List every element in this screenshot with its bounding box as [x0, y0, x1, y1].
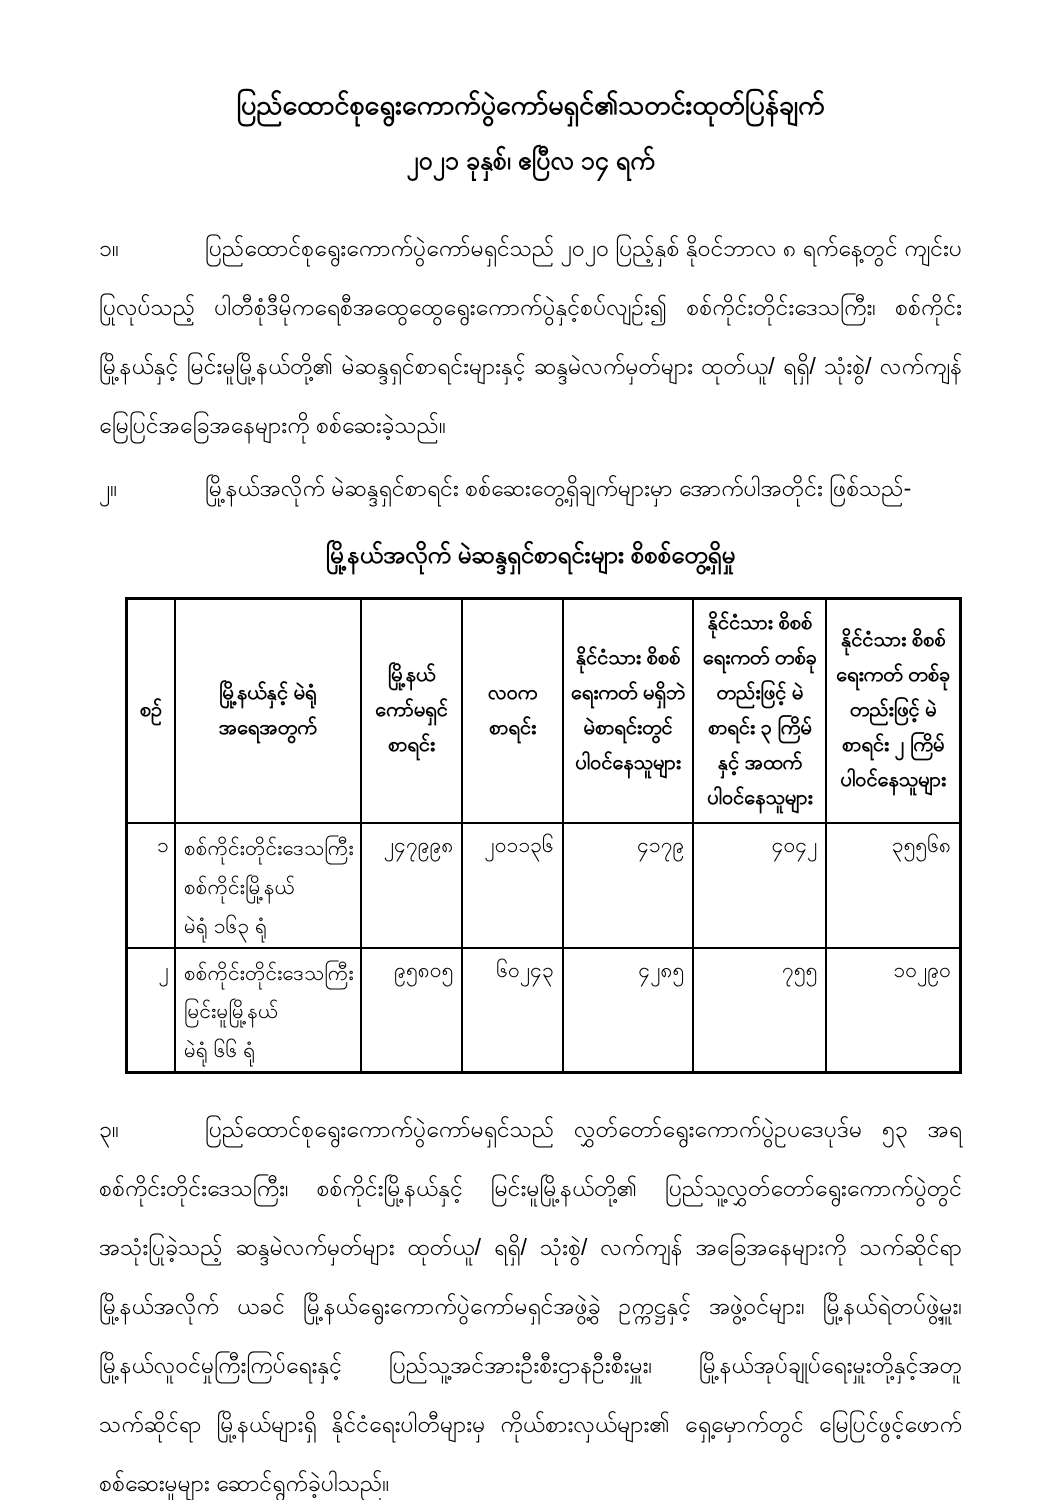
row2-serial: ၂ [127, 948, 175, 1073]
table-title: မြို့နယ်အလိုက် မဲဆန္ဒရှင်စာရင်းများ စိစစ်တွေ့ရှိမှု [325, 542, 736, 570]
table-header-row [127, 598, 961, 823]
header-township-polling-stations: မြို့နယ်နှင့် မဲရုံအရေအတွက် [175, 598, 361, 823]
row2-one-card-3plus-times: ၇၅၅ [693, 948, 826, 1073]
row1-one-card-2-times: ၃၅၅၆၈ [826, 823, 960, 948]
header-one-card-2-times: နိုင်ငံသား စိစစ်ရေးကတ် တစ်ခုတည်းဖြင့် မဲစာရင်း ၂ ကြိမ် ပါဝင်နေသူများ [826, 598, 960, 823]
paragraph-1-number: ၁။ [99, 235, 119, 262]
row1-serial: ၁ [127, 823, 175, 948]
row2-immigration-list: ၆၀၂၄၃ [462, 948, 562, 1073]
header-immigration-list: လဝက စာရင်း [462, 598, 562, 823]
header-commission-list: မြို့နယ် ကော်မရှင် စာရင်း [361, 598, 463, 823]
row2-commission-list: ၉၅၈၀၅ [361, 948, 463, 1073]
paragraph-3 [99, 1100, 962, 1500]
header-one-card-3plus-times: နိုင်ငံသား စိစစ်ရေးကတ် တစ်ခုတည်းဖြင့် မဲစာရင်း ၃ ကြိမ် နှင့် အထက် ပါဝင်နေသူများ [693, 598, 826, 823]
paragraph-1-text: ပြည်ထောင်စုရွေးကောက်ပွဲကော်မရှင်သည် ၂၀၂၀ ပြည့်နှစ် နိုဝင်ဘာလ ၈ ရက်နေ့တွင် ကျင်းပပြုလုပ်သည့် ပါတီစုံဒီမိုကရေစီအထွေထွေရွေးကောက်ပွဲနှင့်စပ်လျဉ်း၍ စစ်ကိုင်းတိုင်းဒေသကြီး၊ စစ်ကိုင်းမြို့နယ်နှင့် မြင်းမူမြို့နယ်တို့၏ မဲဆန္ဒရှင်စာရင်းများနှင့် ဆန္ဒမဲလက်မှတ်များ ထုတ်ယူ/ ရရှိ/ သုံးစွဲ/ လက်ကျန် မြေပြင်အခြေအနေများကို စစ်ဆေးခဲ့သည်။ [99, 235, 963, 439]
table-row [127, 823, 961, 948]
paragraph-2-text: မြို့နယ်အလိုက် မဲဆန္ဒရှင်စာရင်း စစ်ဆေးတွေ့ရှိချက်များမှာ အောက်ပါအတိုင်း ဖြစ်သည်- [205, 475, 912, 502]
table-row [127, 948, 961, 1073]
row1-commission-list: ၂၄၇၉၉၈ [361, 823, 463, 948]
document-date: ၂၀၂၁ ခုနှစ်၊ ဧပြီလ ၁၄ ရက် [406, 147, 655, 176]
paragraph-1 [99, 219, 962, 455]
row2-one-card-2-times: ၁၀၂၉၀ [826, 948, 960, 1073]
row2-township-line1: စစ်ကိုင်းတိုင်းဒေသကြီး [183, 961, 354, 985]
paragraph-3-number: ၃။ [99, 1116, 119, 1143]
paragraph-2-number: ၂။ [99, 475, 118, 502]
row1-immigration-list: ၂၀၁၁၃၆ [462, 823, 562, 948]
header-serial: စဉ် [127, 598, 175, 823]
document-title: ပြည်ထောင်စုရွေးကောက်ပွဲကော်မရှင်၏သတင်းထုတ်ပြန်ချက် [236, 90, 825, 120]
row2-no-card-in-list: ၄၂၈၅ [563, 948, 694, 1073]
row1-township-line3: မဲရုံ ၁၆၃ ရုံ [183, 914, 268, 938]
paragraph-2 [99, 459, 962, 518]
document-content [99, 0, 962, 1500]
row2-township-line3: မဲရုံ ၆၆ ရုံ [183, 1039, 256, 1063]
row1-no-card-in-list: ၄၁၇၉ [563, 823, 694, 948]
header-no-citizenship-card: နိုင်ငံသား စိစစ်ရေးကတ် မရှိဘဲ မဲစာရင်းတွင် ပါဝင်နေသူများ [563, 598, 694, 823]
row2-township-line2: မြင်းမူမြို့နယ် [183, 1000, 279, 1024]
row1-one-card-3plus-times: ၄၀၄၂ [693, 823, 826, 948]
row1-township [175, 823, 361, 948]
row1-township-line2: စစ်ကိုင်းမြို့နယ် [183, 875, 296, 899]
row1-township-line1: စစ်ကိုင်းတိုင်းဒေသကြီး [183, 836, 354, 860]
row2-township [175, 948, 361, 1073]
voter-list-table [125, 597, 962, 1074]
paragraph-3-text: ပြည်ထောင်စုရွေးကောက်ပွဲကော်မရှင်သည် လွှတ်တော်ရွေးကောက်ပွဲဥပဒေပုဒ်မ ၅၃ အရ စစ်ကိုင်းတိုင်းဒေသကြီး၊ စစ်ကိုင်းမြို့နယ်နှင့် မြင်းမူမြို့နယ်တို့၏ ပြည်သူ့လွှတ်တော်ရွေးကောက်ပွဲတွင် အသုံးပြုခဲ့သည့် ဆန္ဒမဲလက်မှတ်များ ထုတ်ယူ/ ရရှိ/ သုံးစွဲ/ လက်ကျန် အခြေအနေများကို သက်ဆိုင်ရာ မြို့နယ်အလိုက် ယခင် မြို့နယ်ရွေးကောက်ပွဲကော်မရှင်အဖွဲ့ခွဲ ဥက္ကဋ္ဌနှင့် အဖွဲ့ဝင်များ၊ မြို့နယ်ရဲတပ်ဖွဲ့မှူး၊ မြို့နယ်လူဝင်မှုကြီးကြပ်ရေးနှင့် ပြည်သူ့အင်အားဦးစီးဌာနဦးစီးမှူး၊ မြို့နယ်အုပ်ချုပ်ရေးမှူးတို့နှင့်အတူ သက်ဆိုင်ရာ မြို့နယ်များရှိ နိုင်ငံရေးပါတီများမှ ကိုယ်စားလှယ်များ၏ ရှေ့မှောက်တွင် မြေပြင်ဖွင့်ဖောက်စစ်ဆေးမှုများ ဆောင်ရွက်ခဲ့ပါသည်။ [99, 1116, 962, 1497]
